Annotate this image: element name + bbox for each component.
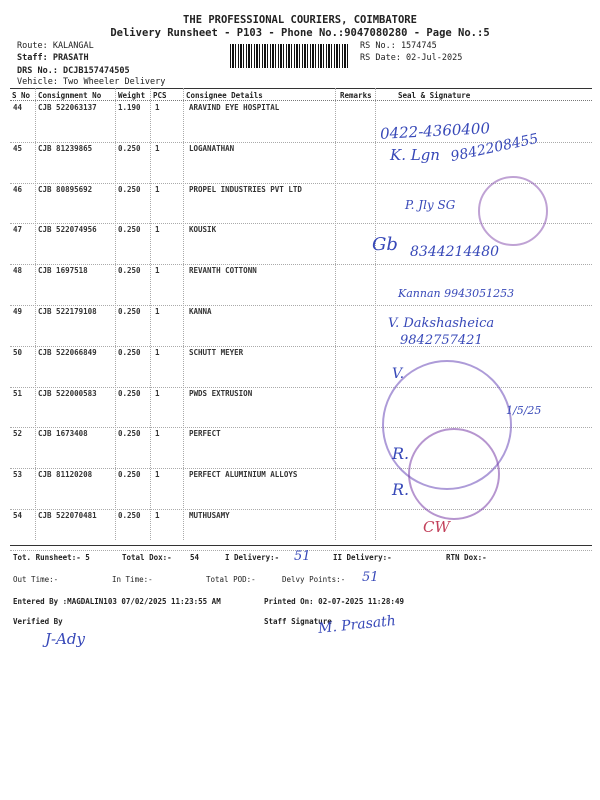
row-consignment-no: CJB 81239865 <box>38 143 93 153</box>
row-divider <box>10 346 592 347</box>
row-consignment-no: CJB 81120208 <box>38 470 93 480</box>
in-time-label: In Time:- <box>112 575 153 584</box>
col-seal-signature: Seal & Signature <box>398 91 471 100</box>
handwritten-date: 1/5/25 <box>506 404 542 417</box>
handwritten-phone: 9842208455 <box>449 130 540 166</box>
grid-line <box>150 88 151 540</box>
handwritten-phone: 0422-4360400 <box>379 119 491 143</box>
row-pcs: 1 <box>155 103 160 112</box>
handwritten-signature: V. Dakshasheica <box>388 316 495 331</box>
rtn-dox-label: RTN Dox:- <box>446 553 487 562</box>
drs-number: DRS No.: DCJB157474505 <box>17 66 130 76</box>
row-consignment-no: CJB 522070481 <box>38 511 97 520</box>
row-consignee: SCHUTT MEYER <box>189 347 244 357</box>
row-sno: 52 <box>13 429 23 439</box>
row-pcs: 1 <box>155 225 160 235</box>
i-delivery-handwritten: 51 <box>294 549 311 564</box>
col-sno: S No <box>12 91 31 100</box>
handwritten-signature: P. Jly SG <box>405 198 456 212</box>
row-divider <box>10 468 592 469</box>
row-pcs: 1 <box>155 307 160 316</box>
row-weight: 0.250 <box>118 347 141 357</box>
row-weight: 0.250 <box>118 511 141 520</box>
col-remarks: Remarks <box>340 91 372 100</box>
row-consignee: PWDS EXTRUSION <box>189 388 253 398</box>
total-dox-value: 54 <box>190 553 200 562</box>
vehicle-label: Vehicle: Two Wheeler Delivery <box>17 77 166 87</box>
row-sno: 48 <box>13 266 23 276</box>
entered-by: Entered By :MAGDALIN103 07/02/2025 11:23:55 AM <box>13 597 221 606</box>
row-divider <box>10 509 592 510</box>
seal-stamp <box>478 176 548 246</box>
row-consignee: MUTHUSAMY <box>189 511 230 520</box>
table-top-rule <box>10 88 592 89</box>
row-sno: 53 <box>13 470 23 480</box>
out-time-label: Out Time:- <box>13 575 59 584</box>
row-pcs: 1 <box>155 511 160 520</box>
row-consignee: PERFECT ALUMINIUM ALLOYS <box>189 470 298 480</box>
staff-signature-label: Staff Signature <box>264 617 332 626</box>
row-consignment-no: CJB 522063137 <box>38 103 97 112</box>
barcode <box>230 44 350 68</box>
row-divider <box>10 264 592 265</box>
handwritten-signature: R. <box>392 480 410 499</box>
row-weight: 1.190 <box>118 103 141 112</box>
row-sno: 47 <box>13 225 23 235</box>
row-pcs: 1 <box>155 470 160 480</box>
row-sno: 44 <box>13 103 23 112</box>
handwritten-name-phone: Kannan 9943051253 <box>398 287 515 300</box>
runsheet-subtitle: Delivery Runsheet - P103 - Phone No.:9047080280 - Page No.:5 <box>110 27 490 39</box>
row-pcs: 1 <box>155 429 160 439</box>
verified-by-signature: J-Ady <box>45 630 85 648</box>
grid-line <box>183 88 184 540</box>
row-divider <box>10 305 592 306</box>
row-consignment-no: CJB 80895692 <box>38 184 93 194</box>
handwritten-signature: V. <box>392 366 405 382</box>
row-sno: 51 <box>13 388 23 398</box>
summary-rule <box>10 545 592 546</box>
col-weight: Weight <box>118 91 146 100</box>
row-sno: 50 <box>13 347 23 357</box>
row-weight: 0.250 <box>118 184 141 194</box>
handwritten-signature: R. <box>392 444 410 463</box>
row-consignee: PERFECT <box>189 429 221 439</box>
handwritten-phone: 8344214480 <box>410 244 500 260</box>
row-sno: 54 <box>13 511 23 520</box>
grid-line <box>115 88 116 540</box>
row-weight: 0.250 <box>118 307 141 316</box>
row-sno: 46 <box>13 184 23 194</box>
row-divider <box>10 387 592 388</box>
rs-date: RS Date: 02-Jul-2025 <box>360 53 463 63</box>
row-weight: 0.250 <box>118 388 141 398</box>
i-delivery-label: I Delivery:- <box>225 553 280 562</box>
row-consignment-no: CJB 522066849 <box>38 347 97 357</box>
delvy-points-handwritten: 51 <box>362 570 379 585</box>
col-pcs: PCS <box>153 91 167 100</box>
row-consignment-no: CJB 522179108 <box>38 307 97 316</box>
staff-signature: M. Prasath <box>317 612 397 638</box>
col-consignment: Consignment No <box>38 91 102 100</box>
row-sno: 45 <box>13 143 23 153</box>
verified-by-label: Verified By <box>13 617 63 626</box>
row-pcs: 1 <box>155 388 160 398</box>
row-pcs: 1 <box>155 266 160 276</box>
row-weight: 0.250 <box>118 143 141 153</box>
handwritten-phone: 9842757421 <box>400 333 483 348</box>
handwritten-signature: K. Lgn <box>390 146 440 164</box>
row-pcs: 1 <box>155 184 160 194</box>
row-consignee: REVANTH COTTONN <box>189 266 257 276</box>
total-pod-label: Total POD:- <box>206 575 256 584</box>
row-consignment-no: CJB 1673408 <box>38 429 88 439</box>
rs-number: RS No.: 1574745 <box>360 41 437 51</box>
printed-on: Printed On: 02-07-2025 11:28:49 <box>264 597 404 606</box>
row-pcs: 1 <box>155 347 160 357</box>
total-dox-label: Total Dox:- <box>122 553 172 562</box>
staff-label: Staff: PRASATH <box>17 53 89 63</box>
row-consignee: LOGANATHAN <box>189 143 235 153</box>
seal-stamp <box>408 428 500 520</box>
delvy-points-label: Delvy Points:- <box>282 575 346 584</box>
row-consignment-no: CJB 522000583 <box>38 388 97 398</box>
row-consignee: KANNA <box>189 307 212 316</box>
row-consignment-no: CJB 522074956 <box>38 225 97 235</box>
tot-runsheet: Tot. Runsheet:- 5 <box>13 553 90 562</box>
handwritten-signature: CW <box>423 518 450 536</box>
row-consignee: ARAVIND EYE HOSPITAL <box>189 103 280 112</box>
row-consignment-no: CJB 1697518 <box>38 266 88 276</box>
row-weight: 0.250 <box>118 429 141 439</box>
row-consignee: PROPEL INDUSTRIES PVT LTD <box>189 184 302 194</box>
row-sno: 49 <box>13 307 23 316</box>
row-weight: 0.250 <box>118 470 141 480</box>
row-weight: 0.250 <box>118 225 141 235</box>
grid-line <box>35 88 36 540</box>
row-consignee: KOUSIK <box>189 225 217 235</box>
row-pcs: 1 <box>155 143 160 153</box>
grid-line <box>335 88 336 540</box>
table-header-rule <box>10 100 592 101</box>
route-label: Route: KALANGAL <box>17 41 94 51</box>
ii-delivery-label: II Delivery:- <box>333 553 392 562</box>
row-weight: 0.250 <box>118 266 141 276</box>
col-consignee: Consignee Details <box>186 91 263 100</box>
grid-line <box>375 88 376 540</box>
handwritten-signature: Gb <box>372 234 398 255</box>
company-title: THE PROFESSIONAL COURIERS, COIMBATORE <box>183 14 417 26</box>
